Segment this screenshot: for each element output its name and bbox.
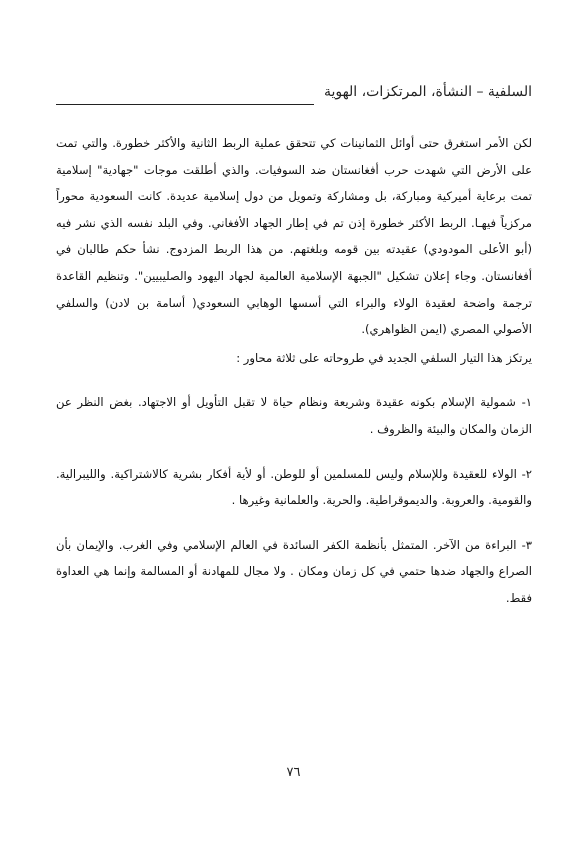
page-number: ٧٦ [286,765,301,780]
header-rule [56,104,314,105]
paragraph-axis-1: ١- شمولية الإسلام بكونه عقيدة وشريعة ونظام حياة لا تقبل التأويل أو الاجتهاد. بغض النظر عن الزمان والمكان والبيئة والظروف . [56,395,532,436]
running-header-title: السلفية – النشأة، المرتكزات، الهوية [323,84,532,100]
paragraph-intro: لكن الأمر استغرق حتى أوائل الثمانينات كي تتحقق عملية الربط الثانية والأكثر خطورة. والتي تمت على الأرض التي شهدت حرب أفغانستان ضد السوفيات. والذي أطلقت موجات "جهادية" إسلامية تمت برعاية أميركية ومباركة، بل ومشاركة وتمويل من دول إسلامية عديدة. كانت السعودية محوراً مركزياً فيهـا. الربط الأكثر خطورة إذن تم في إطار الجهاد الأفغاني. وفي البلد نفسه الذي نشر فيه (أبو الأعلى المودودي) عقيدته بين قومه وبلغتهم. من هذا الربط المزدوج. نشأ حكم طالبان في أفغانستان. وجاء إعلان تشكيل "الجبهة الإسلامية العالمية لجهاد اليهود والصليبيين". وتنظيم القاعدة ترجمة واضحة لعقيدة الولاء والبراء التي أسسها الوهابي السعودي( أسامة بن لادن) والسلفي الأصولي المصري (ايمن الظواهري). [56,136,532,337]
paragraph-axis-2: ٢- الولاء للعقيدة وللإسلام وليس للمسلمين أو للوطن. أو لأية أفكار بشرية كالاشتراكية. والليبرالية. والقومية. والعروبة. والديموقراطية. والحرية. والعلمانية وغيرها . [56,466,532,508]
body-text [56,130,532,612]
running-header [56,84,532,110]
paragraph-axis-3: ٣- البراءة من الآخر. المتمثل بأنظمة الكفر السائدة في العالم الإسلامي وفي الغرب. والإيمان بأن الصراع والجهاد ضدها حتمي في كل زمان ومكان . ولا مجال للمهادنة أو المسالمة وإنما هي العداوة فقط. [56,537,532,605]
paragraph-axes-intro: يرتكز هذا التيار السلفي الجديد في طروحاته على ثلاثة محاور : [236,350,532,365]
